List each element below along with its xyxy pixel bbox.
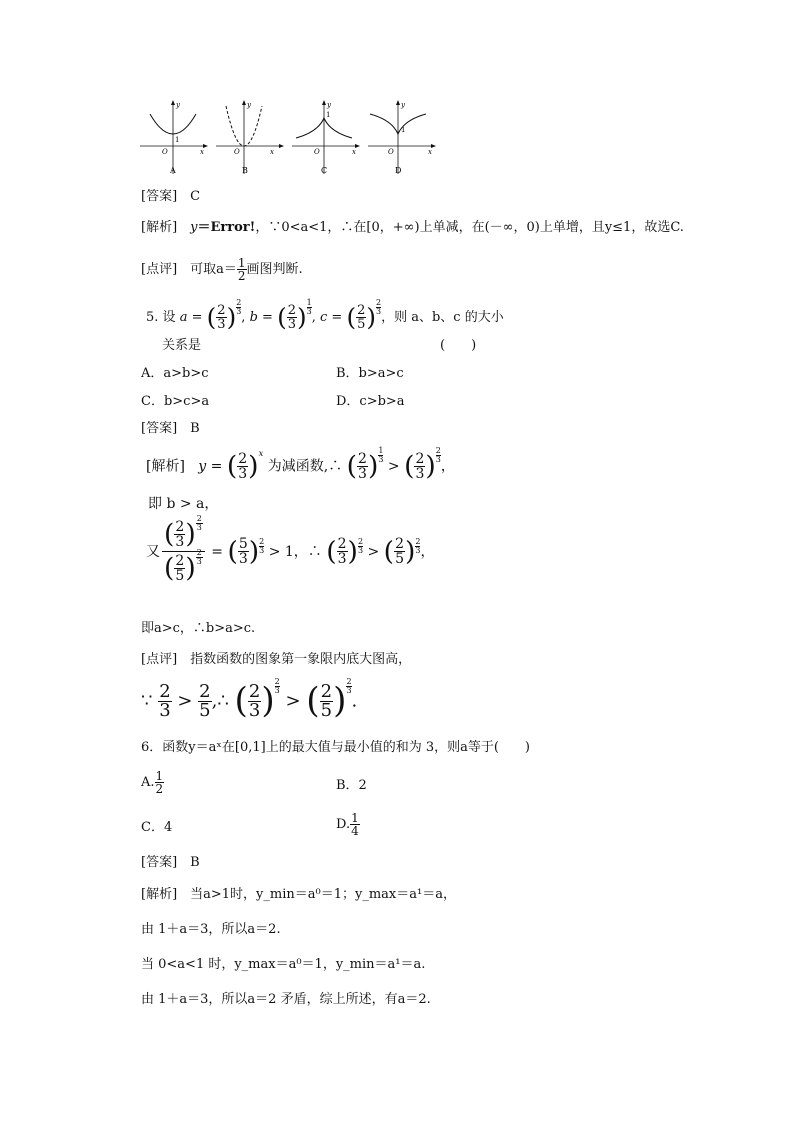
graph-a [138, 98, 210, 176]
one-label: 1 [401, 126, 406, 134]
one-label: 1 [175, 136, 180, 144]
axis-y-label: y [176, 101, 180, 109]
analysis-text: ，∵0<a<1，∴在[0，+∞)上单减，在(－∞，0)上单增，且y≤1，故选C. [255, 220, 684, 235]
graph-c [290, 98, 362, 176]
axis-y-label: y [247, 101, 251, 109]
one-label: 1 [326, 111, 331, 119]
axis-x-label: x [428, 148, 432, 156]
comment-text: [点评] 可取a＝ [141, 262, 237, 277]
axis-x-label: x [352, 148, 356, 156]
q5-option-b: B．b>a>c [336, 366, 404, 381]
ratio-fraction: ( $\frac{2}{3}$ ) $\frac{2}{3}$ ( $\frac{2}{5}$ ) $\frac{2}{3}$ [162, 520, 205, 583]
axis-y-label: y [401, 101, 405, 109]
axis-x-label: x [270, 148, 274, 156]
comment-text-2: 画图判断. [246, 262, 303, 277]
q6-analysis-line1: [解析] 当a>1时，y_min＝a⁰＝1；y_max＝a¹＝a， [141, 887, 456, 902]
origin-label: O [234, 148, 240, 156]
analysis-label: [解析] [141, 220, 191, 235]
origin-label: O [162, 148, 168, 156]
axis-x-label: x [200, 148, 204, 156]
q6-answer: [答案] B [141, 855, 200, 870]
q5-comment-formula: ∵ $\frac{2}{3}$ > $\frac{2}{5}$ ,∴ ( $\frac{2}{3}$ ) $\frac{2}{3}$ > ( $\frac{2}{5}$ ) $\frac{2}{3}$ . [141, 677, 358, 722]
q5-option-a: A．a>b>c [141, 366, 209, 381]
q5-answer: [答案] B [141, 421, 200, 436]
q5-stem-line2: 关系是 [162, 338, 202, 353]
q5-conclusion: 即a>c，∴b>a>c. [141, 621, 256, 636]
q6-option-a: A. $\frac{1}{2}$ [141, 769, 164, 796]
fraction-half: $\frac{1}{2}$ [237, 256, 246, 283]
q4-comment [141, 257, 303, 282]
q6-analysis-line2: 由 1＋a＝3，所以a＝2. [141, 922, 281, 937]
graph-label: C [321, 166, 328, 175]
graph-d [366, 98, 438, 176]
q5-answer-blank: ( ) [440, 338, 477, 353]
q5-then-ba: 即 b > a， [148, 496, 219, 512]
q6-stem: 6．函数y＝aˣ在[0,1]上的最大值与最小值的和为 3，则a等于( ) [141, 740, 530, 755]
exp-x: x [258, 448, 264, 459]
q5-analysis-line2: 又 ( $\frac{2}{3}$ ) $\frac{2}{3}$ ( $\frac{2}{5}$ ) $\frac{2}{3}$ = ( $\frac{5}{3}$ ) 2 3 > 1，∴ ( $\frac{2}{3}$ ) 2 3 > ( $\frac{2}{5}$ ) 2 3 ， [146, 514, 435, 584]
graph-label: A [170, 166, 176, 175]
origin-label: O [314, 148, 320, 156]
var-y: y [190, 220, 198, 235]
error-text: ＝Error! [197, 220, 256, 235]
q6-option-b: B．2 [336, 778, 367, 793]
q5-analysis-line1: [解析] y = ( $\frac{2}{3}$ )$^x$ 为减函数,∴ ( $\frac{2}{3}$ ) $\frac{1}{3}$ > ( $\frac{2}{3}$ ) $\frac{2}{3}$ ， [146, 446, 455, 482]
q6-analysis-line3: 当 0<a<1 时，y_max＝a⁰＝1，y_min＝a¹＝a. [141, 957, 426, 972]
q5-option-c: C．b>c>a [141, 394, 210, 409]
q6-option-d: D. $\frac{1}{4}$ [336, 811, 359, 838]
q5-stem: 5. 设 a = ( $\frac{2}{3}$ ) $\frac{2}{3}$ , b = ( $\frac{2}{3}$ ) $\frac{1}{3}$ , c = ( $\frac{2}{5}$ ) $\frac{2}{3}$ ，则 a、b、c 的大小 [146, 298, 504, 332]
graph-label: D [395, 166, 402, 175]
q5-option-d: D．c>b>a [336, 394, 405, 409]
origin-label: O [388, 148, 394, 156]
q5-comment: [点评] 指数函数的图象第一象限内底大图高， [141, 652, 412, 667]
q6-option-c: C．4 [141, 820, 173, 835]
q4-analysis [141, 221, 684, 234]
q4-answer: [答案] C [141, 189, 201, 204]
q6-analysis-line4: 由 1＋a＝3，所以a＝2 矛盾，综上所述，有a＝2. [141, 992, 431, 1007]
axis-y-label: y [327, 101, 331, 109]
graph-label: B [242, 166, 248, 175]
graph-b [214, 98, 286, 176]
